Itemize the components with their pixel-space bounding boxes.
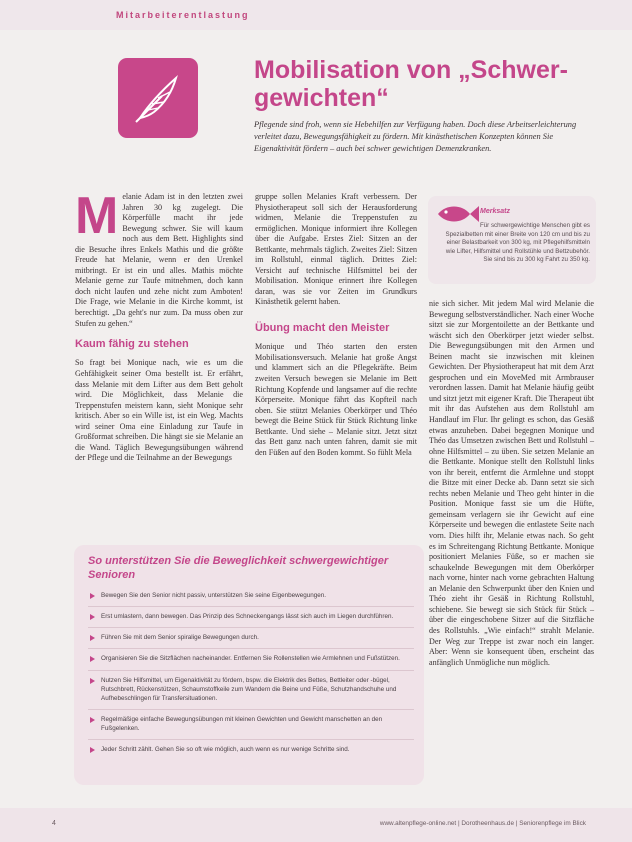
tip-item: Regelmäßige einfache Bewegungsübungen mit kleinen Gewichten und Gewicht manschetten an den Fußgelenken. (88, 715, 414, 740)
footer-source: www.altenpflege-online.net | Dorotheenhaus.de | Seniorenpflege im Blick (379, 820, 586, 827)
col1-paragraph-2: So fragt bei Monique nach, wie es um die Gehfähigkeit seiner Oma bestellt ist. Er erfährt, dass Melanie mit dem Lifter aus dem Bett geholt wird. Die Möglichkeit, dass Melanie die Treppenstufen meistern kann, sieht Monique sehr kritisch. Aber so ein Wille ist, ist ein Weg. Machts wird seiner Oma eine Einladung zur Taufe in Großformat schreiben. Die hängt sie sie Melanie an die Wand. Täglich Bewegungsübungen während der Pflege und die Teilnahme an der Bewegungs (75, 358, 243, 463)
dropcap: M (75, 187, 119, 245)
column-2 (255, 192, 417, 458)
col2-paragraph-2: Monique und Théo starten den ersten Mobilisationsversuch. Melanie hat große Angst und klammert sich an die Pflegekräfte. Beim zweiten Versuch bewegen sie Melanie im Bett Richtung Kopfende und langsamer auf die rechte Körperseite. Monique fährt das Kopfteil nach oben. Sie stützt Melanies Oberkörper und Théo bewegt die Beine Stück für Stück Richtung linke Bettkante. Und siehe – Melanie sitzt. Jetzt sitzt das Bett ganz nach unten fahren, damit sie mit den Füßen auf den Boden kommt. So fühlt Mela (255, 342, 417, 457)
tip-item: Nutzen Sie Hilfsmittel, um Eigenaktivität zu fördern, bspw. die Elektrik des Bettes, Bettleiter oder -bügel, Rutschbrett, Rückenstützen, Schaumstoffkeile zum Wandern die Beine und Füße, Schutzhandschuhe und Aufhebeschlingen für Transfersituationen. (88, 676, 414, 710)
col2-paragraph-1: gruppe sollen Melanies Kraft verbessern. Der Physiotherapeut soll sich der Herausforderung widmen, Melanie die Treppenstufen zu ermöglichen. Monique informiert ihre Kollegen über die Aufgabe. Erstes Ziel: Sitzen an der Bettkante, mehrmals täglich. Zweites Ziel: Sitzen im Rollstuhl, einmal täglich. Drittes Ziel: Versicht auf technische Hilfsmittel bei der Mobilisation. Monique erinnert ihre Kollegen daran, was sie vor Zeiten im Grundkurs Kinästhetik gelernt haben. (255, 192, 417, 307)
col1-paragraph-1: elanie Adam ist in den letzten zwei Jahren 30 kg zugelegt. Die Körperfülle macht ihr jede Bewegung schwer. Sie will kaum noch aus dem Bett. Highlights sind die Besuche ihres Enkels Mathis und die größte Freude hat Melanie, wenn er den Urenkel mitbringt. Er ist ein und alles. Mathis möchte Melanie gerne zur Taufe mitnehmen, doch kann doch nicht laufen und zehe nicht zum Amboten! Die Frage, wie Melanie in die Kirche kommt, ist berechtigt. „Da geht's nur zum. Da muss oben zur Stufen zu gehen.“ (75, 192, 243, 328)
column-1 (75, 187, 243, 464)
section-label: Mitarbeiterentlastung (116, 10, 250, 20)
tip-item: Erst umlastern, dann bewegen. Das Prinzip des Schneckengangs lässt sich auch im Liegen durchführen. (88, 612, 414, 628)
tips-list (88, 591, 414, 765)
tip-item: Organisieren Sie die Sitzflächen nacheinander. Entfernen Sie Rollenstellen wie Armlehnen und Fußstützen. (88, 654, 414, 670)
heading-uebung: Übung macht den Meister (255, 322, 390, 335)
heading-kaum-faehig: Kaum fähig zu stehen (75, 338, 189, 351)
feather-icon (118, 58, 198, 138)
merksatz-heading: Merksatz (480, 208, 510, 215)
page-number: 4 (52, 820, 56, 827)
tip-item: Bewegen Sie den Senior nicht passiv, unterstützen Sie seine Eigenbewegungen. (88, 591, 414, 607)
tip-item: Jeder Schritt zählt. Gehen Sie so oft wie möglich, auch wenn es nur wenige Schritte sind. (88, 745, 414, 760)
article-title: Mobilisation von „Schwergewichten“ (254, 56, 568, 112)
tips-title: So unterstützen Sie die Beweglichkeit schwergewichtiger Senioren (88, 555, 389, 582)
tip-item: Führen Sie mit dem Senior spiralige Bewegungen durch. (88, 633, 414, 649)
column-3 (429, 299, 594, 668)
article-lead: Pflegende sind froh, wenn sie Hebehilfen zur Verfügung haben. Doch diese Arbeitserleichterung verleitet dazu, Bewegungsfähigkeit zu fördern. Mit kinästhetischen Konzepten können Sie Eigenaktivität fördern – auch bei schwer gewichtigen Demenzkranken. (254, 120, 577, 153)
merksatz-text: Für schwergewichtige Menschen gibt es Spezialbetten mit einer Breite von 120 cm und bis zu einer Belastbarkeit von 300 kg, mit Pflegehilfsmitteln wie Lifter, Hilfsmittel und Rollstühle und Bettzubehör. Sie sind bis zu 300 kg Fahrt zu 350 kg. (445, 222, 590, 264)
feather-icon-box (118, 58, 198, 138)
top-bar (0, 0, 632, 30)
col3-paragraph-1: nie sich sicher. Mit jedem Mal wird Melanie die Bewegung selbstverständlicher. Nach einer Woche sitzt sie zur Morgentoilette an der Bettkante und wäscht sich den Oberkörper jetzt wieder selbst. Die Bewegungsübungen mit den Armen und Beinen macht sie inzwischen mit kleinen Gewichten. Der Physiotherapeut hat mit dem Arzt gesprochen und ein MoveMed mit Armbrauser verordnen lassen. Damit hat Melanie häufig geübt und sitzt jetzt mit eigener Kraft. Die Therapeut übt mit ihr das Aufstehen aus dem Rollstuhl am Handlauf im Flur. Ihr gelingt es schon, das Gesäß etwas anzuheben. Dabei begegnen Monique und Théo das Umsetzen zwischen Bett und Rollstuhl – ohne Hilfsmittel – zu üben. Sie setzen Melanie an die Bettkante. Monique stellt den Rollstuhl links von ihr bereit, entfernt die Armlehne und stoppt die Bitze mit einer Decke ab. Dann setzt sie sich rechts neben Melanie und Theo geht hinter in die Position. Monique fasst sie um die Hüfte, gemeinsam verlagern sie ihr Gewicht auf eine Körperseite und bewegen die entlastete Seite nach vorn. Dies hilft ihr, Melanie etwas nach. So geht es im Schreitengang Richtung Bettkante. Monique positioniert Melanies Füße, so er machen sie schaukelnde Bewegungen mit dem Oberkörper nach vorne, hinter nach vorne gebrachten Haltung an Melanie den Schwerpunkt über den Knien und Théo zieht ihr Gesäß in Richtung Rollstuhl, schiebene. Sie bewegt sie sich Stück für Stück – über die eingeschobene Sitzer auf die Sitzfläche des Rollstuhls. „Wie einfach!“ strahlt Melanie. Der Weg zur Treppe ist zwar noch ein langer. Aber: Wenn sie konsequent üben, erscheint das anfänglich Unmögliche nun möglich. (429, 299, 594, 667)
merksatz-box (428, 196, 596, 284)
footer (0, 808, 632, 842)
tips-box (74, 545, 424, 785)
